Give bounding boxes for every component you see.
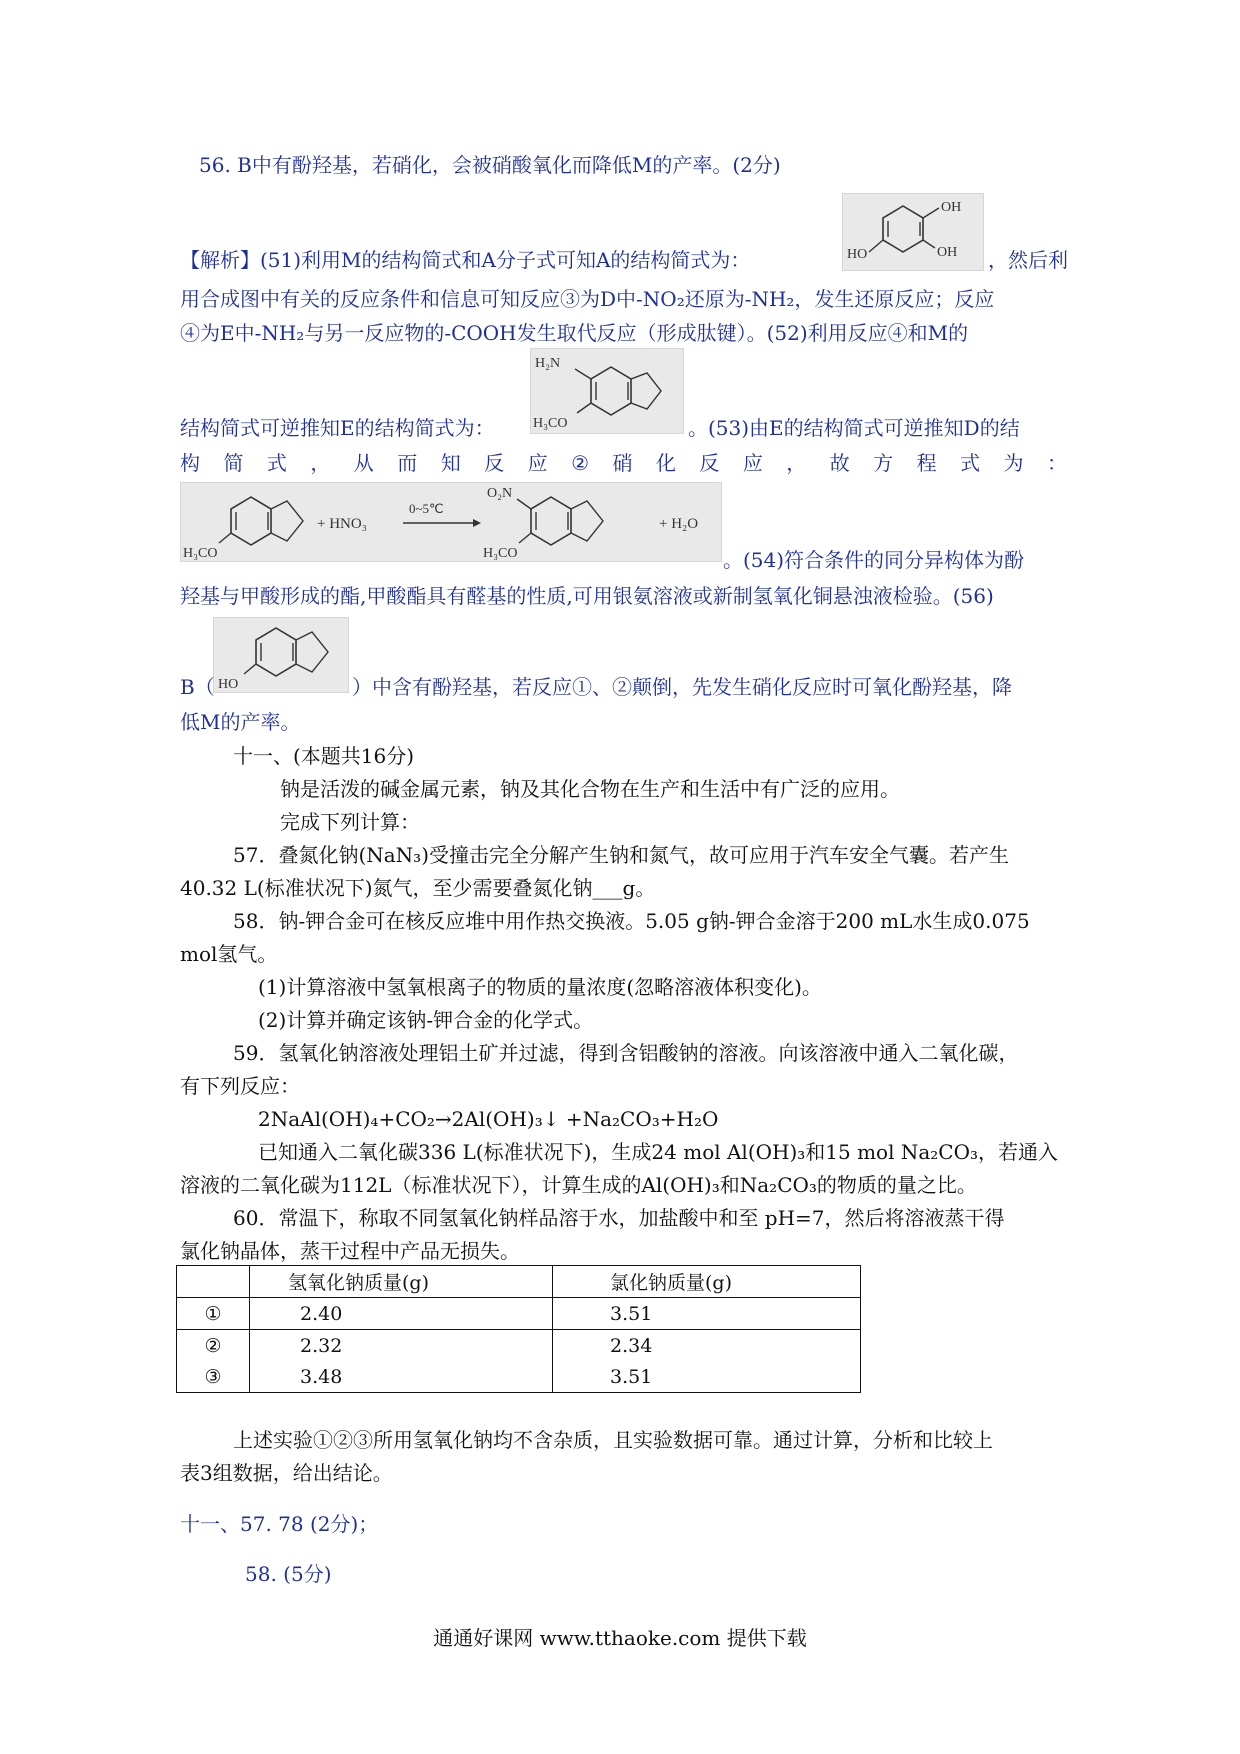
- page-footer: 通通好课网 www.tthaoke.com 提供下载: [433, 1626, 807, 1650]
- table-row: [177, 1330, 861, 1362]
- answer-56: 56. B中有酚羟基，若硝化，会被硝酸氧化而降低M的产率。(2分): [199, 153, 781, 177]
- a-ho-left: HO: [847, 247, 868, 262]
- answer-58: 58. (5分): [245, 1562, 332, 1586]
- spaced-char: 方: [873, 451, 894, 475]
- analysis-line-7: 羟基与甲酸形成的酯,甲酸酯具有醛基的性质,可用银氨溶液或新制氢氧化铜悬浊液检验。(56): [180, 584, 994, 608]
- table-cell: 3.48: [250, 1361, 553, 1393]
- section-11-intro-1: 钠是活泼的碱金属元素，钠及其化合物在生产和生活中有广泛的应用。: [280, 777, 900, 801]
- a-oh-top: OH: [941, 200, 962, 215]
- question-57-line-1: 57．叠氮化钠(NaN₃)受撞击完全分解产生钠和氮气，故可应用于汽车安全气囊。若产生: [233, 843, 1009, 867]
- spaced-char: ：: [1047, 451, 1067, 475]
- table-cell: ②: [177, 1330, 250, 1362]
- b-ho: HO: [218, 677, 239, 692]
- spaced-char: ②: [571, 451, 590, 475]
- rxn-no2: O₂N: [487, 486, 513, 501]
- spaced-char: 反: [484, 451, 505, 475]
- question-58-line-2: mol氢气。: [180, 942, 278, 966]
- spaced-char: ，: [786, 451, 807, 475]
- question-59-line-4: 溶液的二氧化碳为112L（标准状况下），计算生成的Al(OH)₃和Na₂CO₃的物质的量之比。: [180, 1173, 977, 1197]
- question-58-part-1: (1)计算溶液中氢氧根离子的物质的量浓度(忽略溶液体积变化)。: [258, 975, 822, 999]
- rxn-plus-hno3: + HNO₃: [317, 516, 367, 532]
- analysis-line-4b: 。(53)由E的结构简式可逆推知D的结: [688, 416, 1020, 440]
- table-header-row: [177, 1266, 861, 1298]
- structure-e-image: [530, 348, 684, 434]
- analysis-line-3: ④为E中-NH₂与另一反应物的-COOH发生取代反应（形成肽键）。(52)利用反应④和M的: [180, 321, 969, 345]
- question-58-part-2: (2)计算并确定该钠-钾合金的化学式。: [258, 1008, 594, 1032]
- question-59-line-1: 59．氢氧化钠溶液处理铝土矿并过滤，得到含铝酸钠的溶液。向该溶液中通入二氧化碳，: [233, 1041, 1019, 1065]
- analysis-line-9: 低M的产率。: [180, 710, 301, 734]
- analysis-line-5: [180, 450, 1067, 476]
- spaced-char: ，: [310, 451, 331, 475]
- question-59-equation: 2NaAl(OH)₄+CO₂→2Al(OH)₃↓ +Na₂CO₃+H₂O: [258, 1107, 719, 1131]
- question-60-line-2: 氯化钠晶体，蒸干过程中产品无损失。: [180, 1239, 520, 1263]
- question-60-line-3: 上述实验①②③所用氢氧化钠均不含杂质，且实验数据可靠。通过计算，分析和比较上: [233, 1428, 993, 1452]
- table-header-cell: 氯化钠质量(g): [553, 1266, 861, 1298]
- spaced-char: 故: [829, 451, 850, 475]
- table-row: [177, 1298, 861, 1330]
- a-oh-right: OH: [937, 245, 958, 260]
- table-cell: 3.51: [553, 1361, 861, 1393]
- table-row: [177, 1361, 861, 1393]
- spaced-char: 应: [742, 451, 763, 475]
- spaced-char: 简: [223, 451, 244, 475]
- spaced-char: 化: [655, 451, 676, 475]
- table-header-cell: [177, 1266, 250, 1298]
- spaced-char: 程: [916, 451, 937, 475]
- spaced-char: 知: [440, 451, 461, 475]
- analysis-line-4a: 结构简式可逆推知E的结构简式为：: [180, 416, 495, 440]
- analysis-line-8a: B（: [180, 675, 215, 699]
- structure-a-image: [842, 193, 984, 271]
- spaced-char: 从: [353, 451, 374, 475]
- spaced-char: 构: [180, 451, 200, 475]
- spaced-char: 为: [1003, 451, 1024, 475]
- analysis-line-8b: ）中含有酚羟基，若反应①、②颠倒，先发生硝化反应时可氧化酚羟基，降: [352, 675, 1012, 699]
- section-11-heading: 十一、(本题共16分): [233, 744, 415, 768]
- reaction-equation-image: [180, 482, 722, 562]
- question-58-line-1: 58．钠-钾合金可在核反应堆中用作热交换液。5.05 g钠-钾合金溶于200 mL水生成0.075: [233, 909, 1030, 933]
- table-cell: ①: [177, 1298, 250, 1330]
- table-header-cell: 氢氧化钠质量(g): [250, 1266, 553, 1298]
- table-cell: 2.40: [250, 1298, 553, 1330]
- table-cell: ③: [177, 1361, 250, 1393]
- question-60-line-1: 60．常温下，称取不同氢氧化钠样品溶于水，加盐酸中和至 pH=7，然后将溶液蒸干得: [233, 1206, 1005, 1230]
- analysis-line-1a: 【解析】(51)利用M的结构简式和A分子式可知A的结构简式为：: [180, 248, 751, 272]
- spaced-char: 硝: [612, 451, 633, 475]
- question-57-line-2: 40.32 L(标准状况下)氮气，至少需要叠氮化钠___g。: [180, 876, 656, 900]
- rxn-condition: 0~5℃: [409, 501, 444, 516]
- e-och3: H₃CO: [533, 416, 568, 431]
- analysis-line-2: 用合成图中有关的反应条件和信息可知反应③为D中-NO₂还原为-NH₂，发生还原反应；反应: [180, 287, 995, 311]
- rxn-och3-left: H₃CO: [183, 546, 218, 561]
- analysis-line-6: 。(54)符合条件的同分异构体为酚: [723, 548, 1025, 572]
- question-60-line-4: 表3组数据，给出结论。: [180, 1461, 393, 1485]
- table-cell: 3.51: [553, 1298, 861, 1330]
- section-11-intro-2: 完成下列计算：: [280, 810, 420, 834]
- rxn-plus-h2o: + H₂O: [659, 516, 699, 532]
- table-cell: 2.32: [250, 1330, 553, 1362]
- data-table: [176, 1265, 861, 1393]
- e-nh2: H₂N: [535, 356, 561, 371]
- structure-b-image: [213, 617, 349, 693]
- analysis-line-1b: ，然后利: [988, 248, 1068, 272]
- spaced-char: 应: [527, 451, 548, 475]
- rxn-och3-right: H₃CO: [483, 546, 518, 561]
- spaced-char: 而: [397, 451, 418, 475]
- spaced-char: 式: [266, 451, 287, 475]
- spaced-char: 反: [699, 451, 720, 475]
- answer-57: 十一、57. 78 (2分)；: [180, 1512, 379, 1536]
- question-59-line-3: 已知通入二氧化碳336 L(标准状况下)，生成24 mol Al(OH)₃和15 mol Na₂CO₃，若通入: [258, 1140, 1059, 1164]
- spaced-char: 式: [960, 451, 981, 475]
- table-cell: 2.34: [553, 1330, 861, 1362]
- question-59-line-2: 有下列反应：: [180, 1074, 300, 1098]
